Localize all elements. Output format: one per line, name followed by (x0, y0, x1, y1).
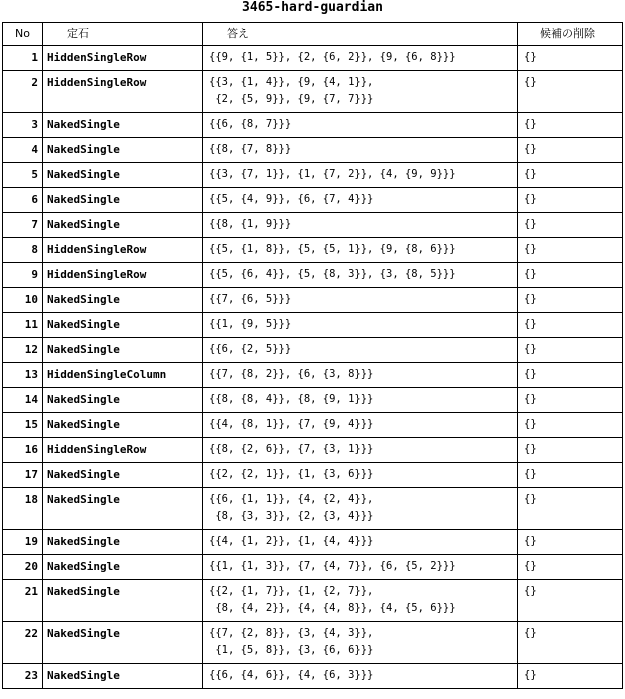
answer-line: {8, {3, 3}}, {2, {3, 4}}} (209, 510, 374, 522)
row-elimination: {} (518, 438, 623, 463)
row-technique: NakedSingle (43, 580, 203, 622)
header-no: No (3, 23, 43, 46)
answer-line: {{1, {9, 5}}} (209, 318, 292, 330)
answer-line: {{6, {2, 5}}} (209, 343, 292, 355)
row-number: 20 (3, 555, 43, 580)
table-row (3, 555, 623, 580)
row-technique: NakedSingle (43, 463, 203, 488)
row-answer (203, 413, 518, 438)
row-elimination: {} (518, 338, 623, 363)
answer-line: {{6, {1, 1}}, {4, {2, 4}}, (209, 493, 374, 505)
row-elimination: {} (518, 138, 623, 163)
row-number: 5 (3, 163, 43, 188)
row-answer (203, 664, 518, 689)
row-elimination: {} (518, 622, 623, 664)
answer-line: {8, {4, 2}}, {4, {4, 8}}, {4, {5, 6}}} (209, 602, 456, 614)
answer-line: {{6, {4, 6}}, {4, {6, 3}}} (209, 669, 374, 681)
answer-line: {{5, {6, 4}}, {5, {8, 3}}, {3, {8, 5}}} (209, 268, 456, 280)
header-elimination: 候補の削除 (518, 23, 623, 46)
row-answer (203, 188, 518, 213)
answer-line: {{7, {2, 8}}, {3, {4, 3}}, (209, 627, 374, 639)
row-number: 7 (3, 213, 43, 238)
row-answer (203, 463, 518, 488)
row-technique: NakedSingle (43, 488, 203, 530)
row-technique: NakedSingle (43, 664, 203, 689)
row-answer (203, 46, 518, 71)
row-number: 23 (3, 664, 43, 689)
table-header-row (3, 23, 623, 46)
answer-line: {1, {5, 8}}, {3, {6, 6}}} (209, 644, 374, 656)
table-row (3, 46, 623, 71)
row-number: 16 (3, 438, 43, 463)
table-row (3, 438, 623, 463)
row-technique: HiddenSingleRow (43, 263, 203, 288)
row-number: 13 (3, 363, 43, 388)
answer-line: {{5, {4, 9}}, {6, {7, 4}}} (209, 193, 374, 205)
table-row (3, 580, 623, 622)
table-row (3, 138, 623, 163)
table-row (3, 188, 623, 213)
answer-line: {{4, {1, 2}}, {1, {4, 4}}} (209, 535, 374, 547)
row-technique: HiddenSingleRow (43, 46, 203, 71)
row-elimination: {} (518, 388, 623, 413)
table-row (3, 113, 623, 138)
table-body (3, 46, 623, 689)
row-technique: NakedSingle (43, 188, 203, 213)
answer-line: {{7, {6, 5}}} (209, 293, 292, 305)
row-answer (203, 263, 518, 288)
row-elimination: {} (518, 113, 623, 138)
row-number: 17 (3, 463, 43, 488)
row-technique: HiddenSingleColumn (43, 363, 203, 388)
answer-line: {{1, {1, 3}}, {7, {4, 7}}, {6, {5, 2}}} (209, 560, 456, 572)
row-elimination: {} (518, 288, 623, 313)
row-technique: NakedSingle (43, 555, 203, 580)
row-elimination: {} (518, 363, 623, 388)
table-row (3, 413, 623, 438)
table-row (3, 488, 623, 530)
row-elimination: {} (518, 463, 623, 488)
row-elimination: {} (518, 413, 623, 438)
row-number: 8 (3, 238, 43, 263)
row-technique: HiddenSingleRow (43, 238, 203, 263)
row-technique: NakedSingle (43, 313, 203, 338)
row-answer (203, 530, 518, 555)
row-answer (203, 338, 518, 363)
row-technique: NakedSingle (43, 530, 203, 555)
solution-table (2, 22, 623, 689)
table-row (3, 163, 623, 188)
row-technique: NakedSingle (43, 622, 203, 664)
row-number: 19 (3, 530, 43, 555)
row-technique: NakedSingle (43, 288, 203, 313)
row-elimination: {} (518, 46, 623, 71)
row-elimination: {} (518, 313, 623, 338)
answer-line: {{9, {1, 5}}, {2, {6, 2}}, {9, {6, 8}}} (209, 51, 456, 63)
row-technique: NakedSingle (43, 213, 203, 238)
answer-line: {{6, {8, 7}}} (209, 118, 292, 130)
row-number: 12 (3, 338, 43, 363)
row-elimination: {} (518, 555, 623, 580)
row-technique: NakedSingle (43, 338, 203, 363)
row-number: 9 (3, 263, 43, 288)
table-row (3, 664, 623, 689)
row-technique: NakedSingle (43, 388, 203, 413)
answer-line: {{5, {1, 8}}, {5, {5, 1}}, {9, {8, 6}}} (209, 243, 456, 255)
row-answer (203, 363, 518, 388)
row-answer (203, 555, 518, 580)
answer-line: {{3, {1, 4}}, {9, {4, 1}}, (209, 76, 374, 88)
row-number: 10 (3, 288, 43, 313)
table-row (3, 288, 623, 313)
table-row (3, 313, 623, 338)
answer-line: {{2, {1, 7}}, {1, {2, 7}}, (209, 585, 374, 597)
table-row (3, 388, 623, 413)
row-number: 2 (3, 71, 43, 113)
row-answer (203, 313, 518, 338)
row-technique: HiddenSingleRow (43, 438, 203, 463)
table-row (3, 338, 623, 363)
answer-line: {{8, {8, 4}}, {8, {9, 1}}} (209, 393, 374, 405)
row-technique: NakedSingle (43, 163, 203, 188)
row-answer (203, 213, 518, 238)
row-number: 18 (3, 488, 43, 530)
row-number: 22 (3, 622, 43, 664)
table-row (3, 71, 623, 113)
row-technique: HiddenSingleRow (43, 71, 203, 113)
row-answer (203, 238, 518, 263)
row-technique: NakedSingle (43, 413, 203, 438)
row-number: 14 (3, 388, 43, 413)
answer-line: {{8, {7, 8}}} (209, 143, 292, 155)
row-elimination: {} (518, 71, 623, 113)
row-elimination: {} (518, 238, 623, 263)
page-title: 3465-hard-guardian (242, 0, 383, 15)
header-technique: 定石 (43, 23, 203, 46)
row-answer (203, 388, 518, 413)
row-elimination: {} (518, 664, 623, 689)
table-row (3, 263, 623, 288)
header-answer: 答え (203, 23, 518, 46)
table-row (3, 622, 623, 664)
row-elimination: {} (518, 580, 623, 622)
table-row (3, 463, 623, 488)
row-answer (203, 580, 518, 622)
answer-line: {{2, {2, 1}}, {1, {3, 6}}} (209, 468, 374, 480)
answer-line: {{3, {7, 1}}, {1, {7, 2}}, {4, {9, 9}}} (209, 168, 456, 180)
row-elimination: {} (518, 213, 623, 238)
row-elimination: {} (518, 188, 623, 213)
answer-line: {{4, {8, 1}}, {7, {9, 4}}} (209, 418, 374, 430)
row-number: 6 (3, 188, 43, 213)
row-answer (203, 163, 518, 188)
row-number: 4 (3, 138, 43, 163)
answer-line: {{8, {1, 9}}} (209, 218, 292, 230)
row-answer (203, 113, 518, 138)
row-elimination: {} (518, 263, 623, 288)
row-number: 1 (3, 46, 43, 71)
row-number: 21 (3, 580, 43, 622)
table-row (3, 238, 623, 263)
answer-line: {{8, {2, 6}}, {7, {3, 1}}} (209, 443, 374, 455)
row-elimination: {} (518, 488, 623, 530)
table-row (3, 530, 623, 555)
answer-line: {{7, {8, 2}}, {6, {3, 8}}} (209, 368, 374, 380)
row-elimination: {} (518, 530, 623, 555)
table-row (3, 213, 623, 238)
answer-line: {2, {5, 9}}, {9, {7, 7}}} (209, 93, 374, 105)
row-technique: NakedSingle (43, 138, 203, 163)
row-number: 15 (3, 413, 43, 438)
row-answer (203, 622, 518, 664)
row-answer (203, 138, 518, 163)
row-answer (203, 438, 518, 463)
row-technique: NakedSingle (43, 113, 203, 138)
table-row (3, 363, 623, 388)
row-elimination: {} (518, 163, 623, 188)
row-number: 11 (3, 313, 43, 338)
row-answer (203, 288, 518, 313)
row-answer (203, 488, 518, 530)
row-number: 3 (3, 113, 43, 138)
row-answer (203, 71, 518, 113)
